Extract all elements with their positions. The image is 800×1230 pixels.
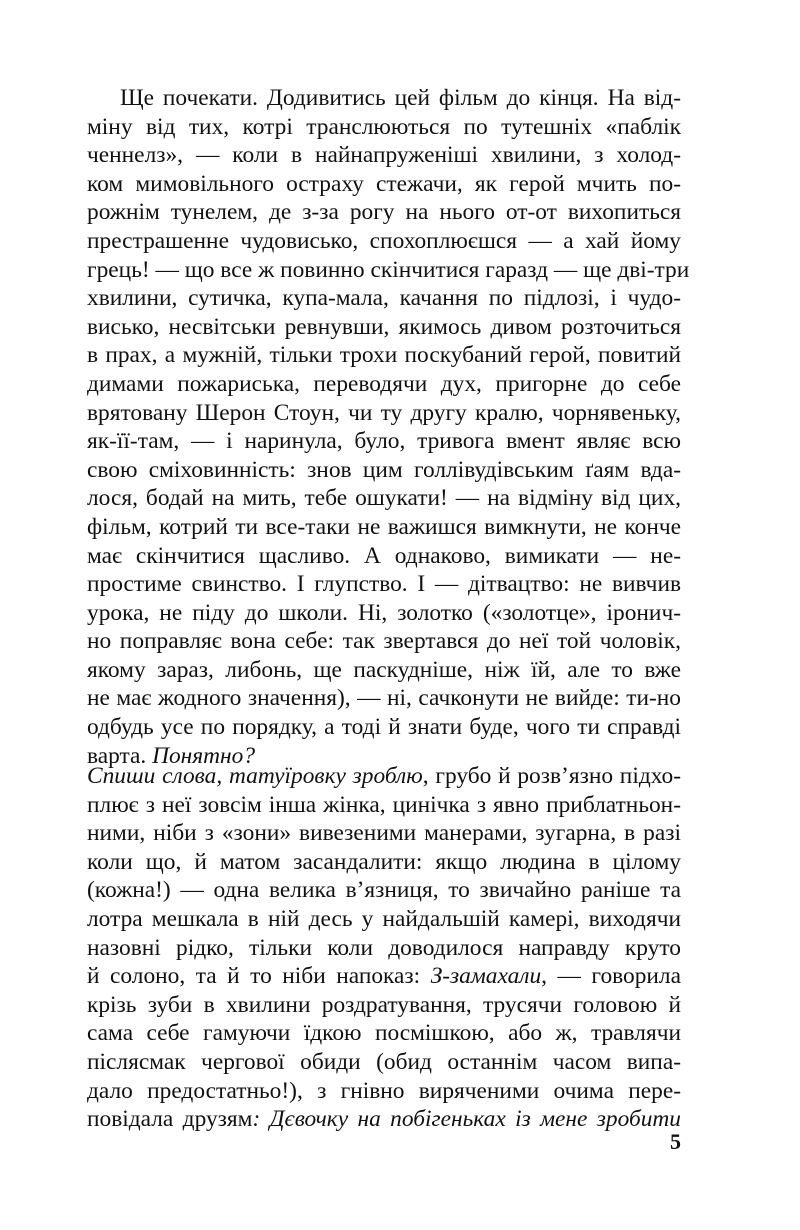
text-line [87,427,681,456]
text-line [87,762,681,791]
text-line [87,84,681,113]
text-run: престрашенне чудовисько, спохоплюєшся — а хай йому [87,227,681,254]
text-run: ченнелз», — коли в найнапруженіші хвилини, з холод- [87,142,681,169]
text-line [87,1019,681,1048]
text-line [87,819,681,848]
text-line [87,141,681,170]
text-run: Ще почекати. Додивитись цей фільм до кінця. На від- [120,85,681,111]
text-line [87,256,690,285]
text-run: грець! — що все ж повинно скінчитися гаразд — ще дві-три [87,256,690,283]
text-line [87,370,681,399]
text-line [87,513,681,542]
text-run: , грубо й розв’язно підхо- [422,763,682,789]
text-run: висько, несвітськи ревнувши, якимось дивом розточиться [87,313,681,340]
text-line [87,962,681,991]
paragraph-1 [87,84,690,770]
text-run: плює з неї зовсім інша жінка, цинічка з явно приблатньон- [87,791,681,818]
text-run: врятовану Шерон Стоун, чи ту другу кралю, чорнявеньку, [87,399,681,426]
text-run: свою сміховинність: знов цим голлівудівським ґаям вда- [87,456,681,483]
text-line [87,791,681,820]
text-run: одбудь усе по порядку, а тоді й знати буде, чого ти справді [87,714,681,741]
text-run: повідала друзям [87,1106,253,1133]
text-line [87,542,681,571]
text-line [87,313,681,342]
text-run: якому зараз, либонь, ще паскудніше, ніж їй, але то вже [87,656,681,683]
text-line [87,713,681,742]
text-run: післясмак чергової обиди (обид останнім часом випа- [87,1048,681,1075]
text-run: сама себе гамуючи їдкою посмішкою, або ж, травлячи [87,1020,681,1047]
italic-text: Понятно? [152,742,256,769]
text-line [87,684,681,713]
paragraph-2 [87,762,681,1134]
text-run: міну від тих, котрі транслюються по тутешніх «паблік [87,113,681,140]
text-run: урока, не піду до школи. Ні, золотко («золотце», іронич- [87,599,681,626]
text-run: дало предостатньо!), з гнівно виряченими очима пере- [87,1077,681,1104]
text-line [87,1105,681,1134]
text-line [87,284,681,313]
text-run: , — говорила [541,963,681,990]
text-line [87,905,681,934]
text-line [87,627,681,656]
text-line [87,456,681,485]
text-run: й солоно, та й то ніби напоказ: [87,963,431,990]
text-run: не має жодного значення), — ні, сачконути не вийде: ти-но [87,685,681,712]
text-line [87,399,681,428]
text-line [87,570,681,599]
text-run: ними, ніби з «зони» вивезеними манерами, зугарна, в разі [87,820,681,847]
text-line [87,876,681,905]
text-line [87,341,681,370]
text-run: лотра мешкала в ній десь у найдальшій камері, виходячи [87,905,681,932]
text-run: варта. [87,742,153,769]
text-line [87,198,681,227]
page-number: 5 [670,1129,681,1154]
text-line [87,656,681,685]
italic-text: : Дєвочку на побігеньках із мене зробити [252,1106,681,1133]
text-run: має скінчитися щасливо. А однаково, вимикати — не- [87,542,681,569]
text-line [87,1048,681,1077]
text-line [87,848,681,877]
text-run: (кожна!) — одна велика в’язниця, то звичайно раніше та [87,877,681,904]
text-run: хвилини, сутичка, купа-мала, качання по підлозі, і чудо- [87,285,681,312]
text-run: рожнім тунелем, де з-за рогу на нього от-от вихопиться [87,199,681,226]
text-line [87,934,681,963]
text-run: як-її-там, — і наринула, було, тривога вмент являє всю [87,428,681,455]
text-run: но поправляє вона себе: так звертався до неї той чоловік, [87,628,681,655]
text-run: ком мимовільного остраху стежачи, як герой мчить по- [87,170,681,197]
text-run: лося, бодай на мить, тебе ошукати! — на відміну від цих, [87,485,681,512]
text-run: простиме свинство. І глупство. І — дітвацтво: не вивчив [87,571,681,598]
text-line [87,599,681,628]
text-run: коли що, й матом засандалити: якщо людина в цілому [87,848,681,875]
text-line [87,227,681,256]
text-run: крізь зуби в хвилини роздратування, трусячи головою й [87,991,681,1018]
text-line [87,170,681,199]
italic-text: З-замахали [430,963,542,990]
italic-text: Спиши слова, татуїровку зроблю [87,763,423,789]
text-line [87,991,681,1020]
text-run: фільм, котрий ти все-таки не важишся вимкнути, не конче [87,513,681,540]
text-run: димами пожариська, переводячи дух, пригорне до себе [87,370,681,397]
text-run: назовні рідко, тільки коли доводилося направду круто [87,934,681,961]
text-line [87,113,681,142]
text-line [87,1077,681,1106]
text-line [87,484,681,513]
text-run: в прах, а мужній, тільки трохи поскубаний герой, повитий [87,342,681,369]
